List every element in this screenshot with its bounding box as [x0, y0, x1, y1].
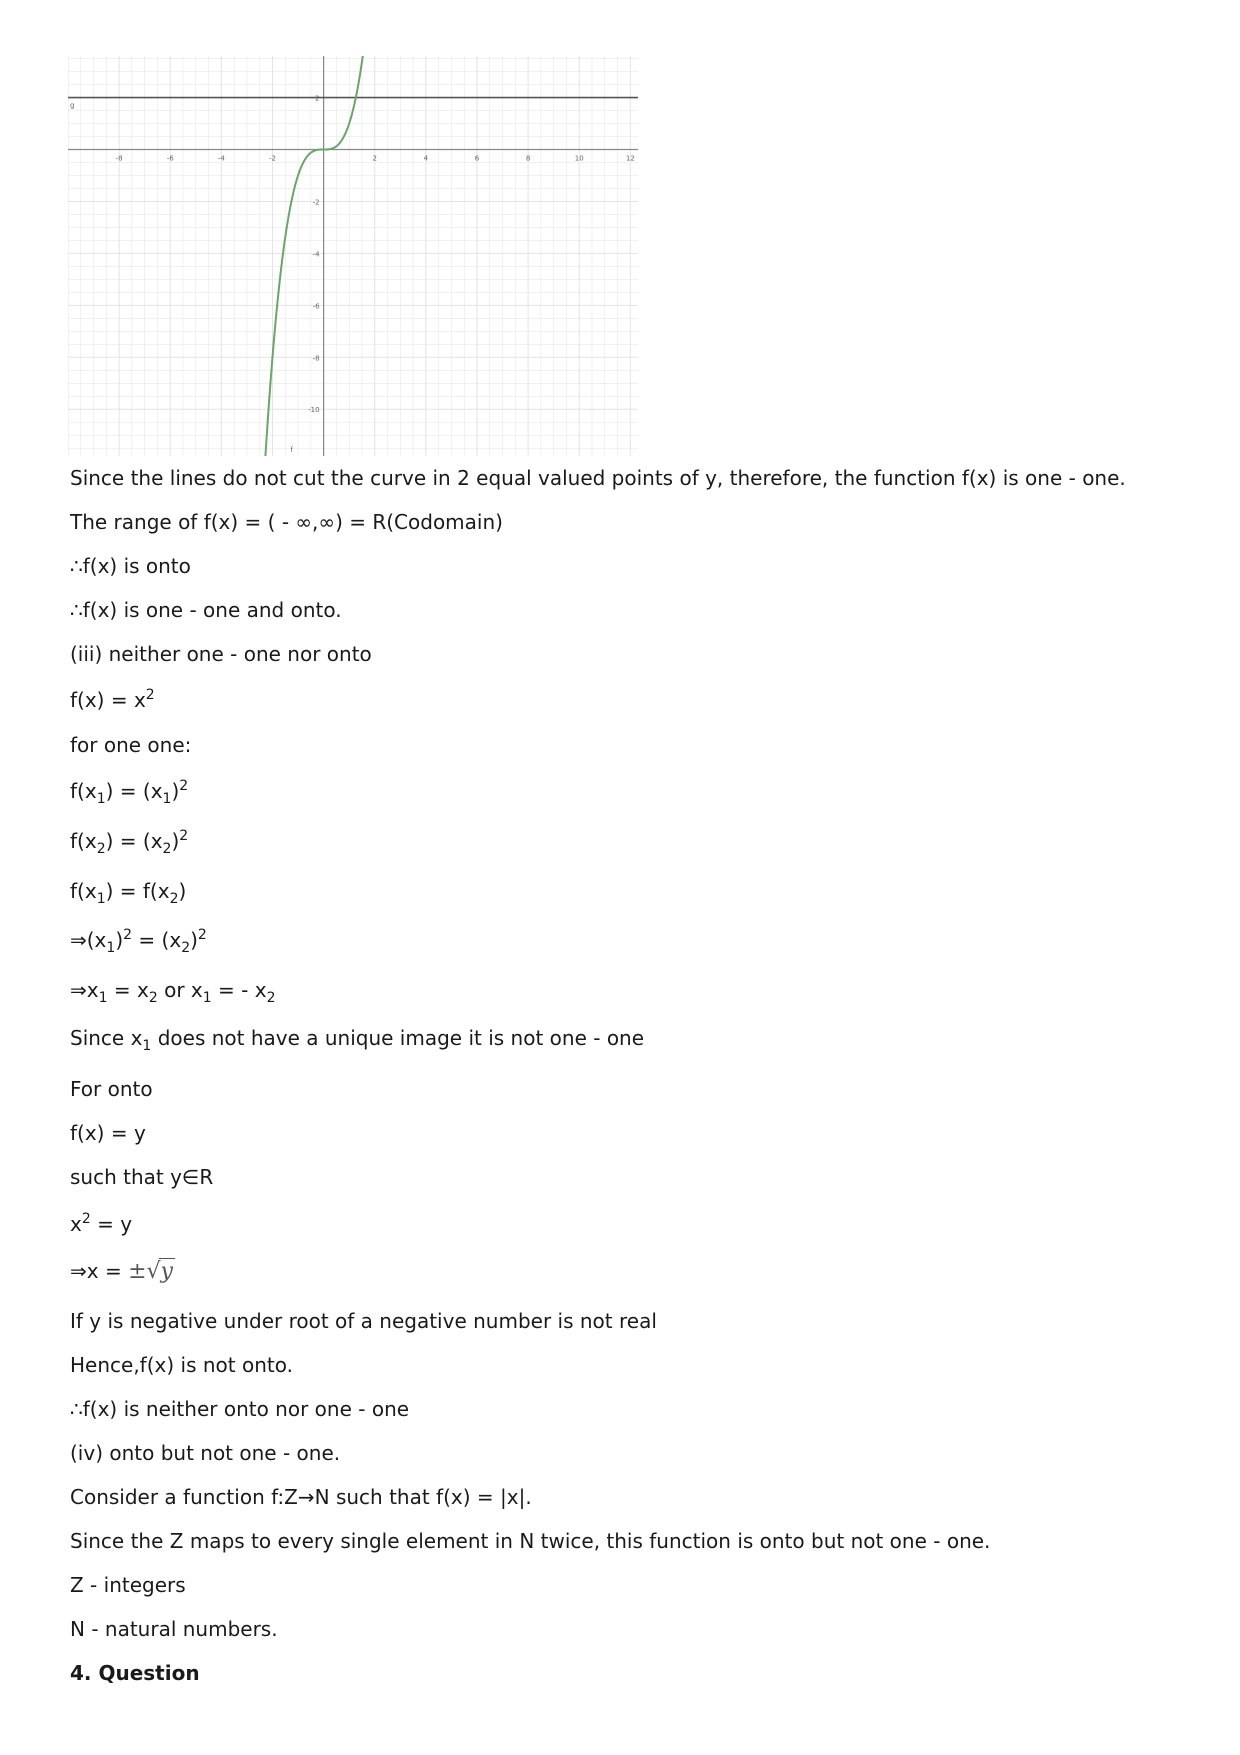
- text: ∴f(x) is onto: [70, 554, 191, 578]
- graph-grid: [68, 56, 638, 456]
- text: ): [190, 928, 198, 952]
- text: = - x: [211, 978, 267, 1002]
- text: = y: [90, 1212, 133, 1236]
- x-tick-label: 12: [625, 154, 635, 163]
- subscript: 1: [96, 891, 106, 907]
- text: N - natural numbers.: [70, 1617, 278, 1641]
- text-line-18: [70, 1258, 175, 1285]
- text-line-12: [70, 977, 276, 1006]
- text: f(x) = x: [70, 688, 146, 712]
- x-tick-label: -6: [166, 154, 174, 163]
- x-tick-label: -4: [217, 154, 225, 163]
- text-line-9: [70, 828, 189, 857]
- x-tick-label: 6: [474, 154, 480, 163]
- subscript: 2: [169, 891, 179, 907]
- text-line-15: [70, 1120, 146, 1146]
- plus-minus-root-y: ±√y: [128, 1259, 173, 1284]
- text-line-25: [70, 1572, 186, 1598]
- x-tick-label: -8: [115, 154, 123, 163]
- subscript: 2: [162, 841, 172, 857]
- subscript: 1: [106, 940, 116, 956]
- text: ) = f(x: [105, 879, 170, 903]
- text: If y is negative under root of a negative number is not real: [70, 1309, 657, 1333]
- text: The range of f(x) = ( - ∞,∞) = R(Codomain): [70, 510, 503, 534]
- text: = x: [107, 978, 149, 1002]
- x-tick-label: 4: [423, 154, 429, 163]
- text: f(x: [70, 779, 97, 803]
- y-tick-label: -6: [312, 302, 320, 311]
- text-line-23: [70, 1484, 532, 1510]
- text-line-13: [70, 1025, 645, 1054]
- text: ): [171, 779, 180, 803]
- text: (iii) neither one - one nor onto: [70, 642, 372, 666]
- text: = (x: [132, 928, 182, 952]
- superscript: 2: [179, 828, 189, 844]
- question-heading: [70, 1660, 200, 1686]
- x-tick-label: 10: [574, 154, 584, 163]
- superscript: 2: [145, 687, 155, 703]
- text: or x: [157, 978, 203, 1002]
- y-tick-label: 2: [315, 94, 320, 103]
- text: Since the Z maps to every single element in N twice, this function is onto but not one - one.: [70, 1529, 991, 1553]
- text-line-11: [70, 927, 207, 956]
- text-line-7: [70, 732, 191, 758]
- text-line-24: [70, 1528, 990, 1554]
- text-line-1: [70, 465, 1126, 491]
- subscript: 1: [142, 1038, 152, 1054]
- text: f(x: [70, 829, 97, 853]
- x-tick-label: 2: [372, 154, 377, 163]
- y-tick-label: -8: [312, 354, 320, 363]
- text-line-14: [70, 1076, 153, 1102]
- text: ): [115, 928, 124, 952]
- text-line-26: [70, 1616, 278, 1642]
- text-line-5: [70, 641, 372, 667]
- x-tick-label: -2: [268, 154, 276, 163]
- plus-minus-sign: ±: [128, 1259, 147, 1284]
- text: ⇒x: [70, 978, 99, 1002]
- text: ) = (x: [105, 779, 163, 803]
- subscript: 2: [266, 990, 276, 1006]
- text: ) = (x: [105, 829, 163, 853]
- text: (iv) onto but not one - one.: [70, 1441, 341, 1465]
- superscript: 2: [179, 778, 189, 794]
- superscript: 2: [123, 927, 133, 943]
- text-line-17: [70, 1211, 132, 1237]
- text: For onto: [70, 1077, 153, 1101]
- superscript: 2: [197, 927, 207, 943]
- superscript: 2: [81, 1211, 91, 1227]
- text: such that y∈R: [70, 1165, 214, 1189]
- text: Since x: [70, 1026, 143, 1050]
- series-label-f: f: [290, 446, 293, 454]
- text-line-10: [70, 878, 187, 907]
- subscript: 2: [181, 940, 191, 956]
- text: ∴f(x) is neither onto nor one - one: [70, 1397, 410, 1421]
- subscript: 2: [96, 841, 106, 857]
- text: ⇒x =: [70, 1259, 129, 1283]
- text: Consider a function f:Z→N such that f(x) = |x|.: [70, 1485, 532, 1509]
- text-line-22: [70, 1440, 340, 1466]
- text: Since the lines do not cut the curve in 2 equal valued points of y, therefore, the function f(x) is one - one.: [70, 466, 1126, 490]
- text: 4. Question: [70, 1661, 200, 1685]
- text: does not have a unique image it is not one - one: [151, 1026, 645, 1050]
- y-tick-label: -4: [312, 250, 320, 259]
- text-line-8: [70, 778, 189, 807]
- text-line-19: [70, 1308, 657, 1334]
- text: ): [178, 879, 187, 903]
- text-line-20: [70, 1352, 293, 1378]
- series-label-g: g: [70, 101, 75, 110]
- x-tick-label: 8: [525, 154, 531, 163]
- y-tick-label: -2: [312, 198, 320, 207]
- text: x: [70, 1212, 82, 1236]
- text-line-2: [70, 509, 503, 535]
- subscript: 1: [162, 791, 172, 807]
- text: Hence,f(x) is not onto.: [70, 1353, 293, 1377]
- graph-axes: [68, 56, 638, 456]
- radicand: y: [160, 1259, 173, 1284]
- text: Z - integers: [70, 1573, 186, 1597]
- text-line-16: [70, 1164, 213, 1190]
- text-line-6: [70, 687, 155, 713]
- subscript: 1: [202, 990, 212, 1006]
- function-graph: [68, 56, 638, 456]
- y-tick-label: -10: [308, 406, 320, 415]
- text: for one one:: [70, 733, 192, 757]
- subscript: 1: [98, 990, 108, 1006]
- text-line-4: [70, 597, 342, 623]
- text: f(x: [70, 879, 97, 903]
- text-line-3: [70, 553, 191, 579]
- graph-plot: [68, 56, 638, 456]
- subscript: 2: [148, 990, 158, 1006]
- text: ∴f(x) is one - one and onto.: [70, 598, 342, 622]
- text: f(x) = y: [70, 1121, 146, 1145]
- subscript: 1: [96, 791, 106, 807]
- text: ): [171, 829, 180, 853]
- text-line-21: [70, 1396, 409, 1422]
- text: ⇒(x: [70, 928, 107, 952]
